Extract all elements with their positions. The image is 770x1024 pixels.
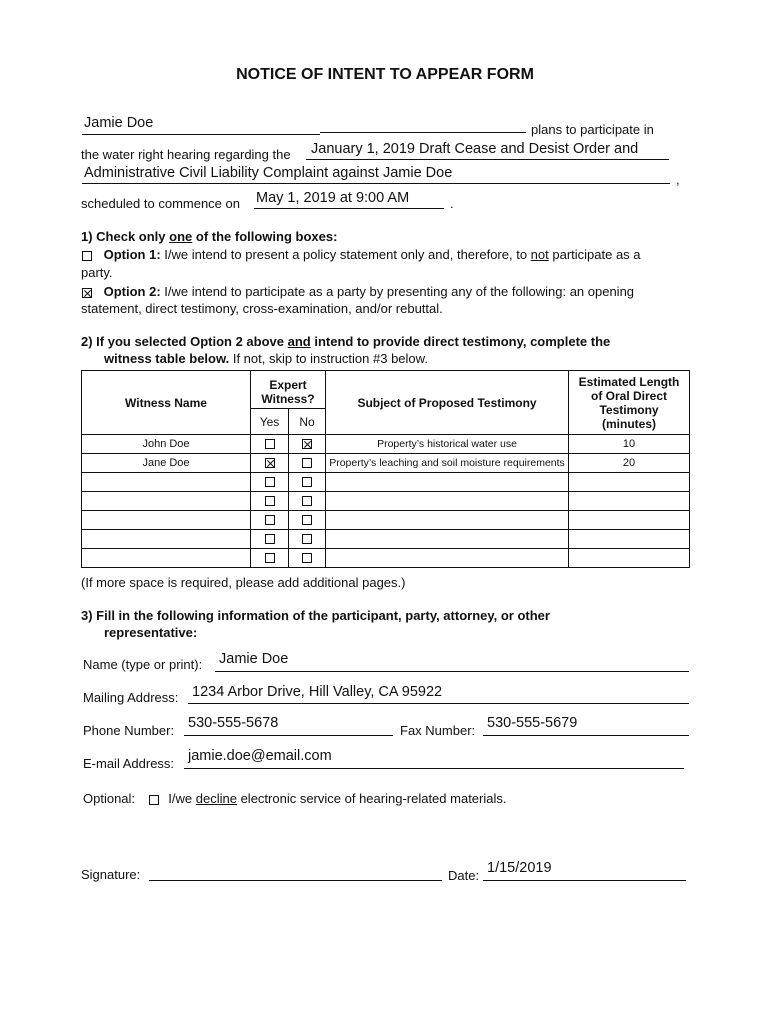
expert-no-checkbox[interactable] xyxy=(302,458,312,468)
phone-field[interactable]: 530-555-5678 xyxy=(188,715,279,731)
expert-no-cell xyxy=(289,435,326,454)
hearing-subject-line2[interactable]: Administrative Civil Liability Complaint against Jamie Doe xyxy=(84,165,453,181)
section2-heading-line2: witness table below. If not, skip to instruction #3 below. xyxy=(104,351,428,366)
section3-heading-line2: representative: xyxy=(104,625,198,640)
subject-cell[interactable] xyxy=(326,549,569,568)
address-label: Mailing Address: xyxy=(83,690,179,705)
subject-cell[interactable] xyxy=(326,492,569,511)
minutes-cell[interactable]: 10 xyxy=(569,435,690,454)
expert-yes-checkbox[interactable] xyxy=(265,515,275,525)
optional-label: Optional: xyxy=(83,791,136,806)
hearing-subject-line1[interactable]: January 1, 2019 Draft Cease and Desist Order and xyxy=(311,141,639,157)
optional-row: Optional: I/we decline electronic service of hearing-related materials. xyxy=(83,791,507,806)
expert-no-checkbox[interactable] xyxy=(302,496,312,506)
expert-yes-cell xyxy=(251,530,289,549)
expert-yes-checkbox[interactable] xyxy=(265,496,275,506)
scheduled-text: scheduled to commence on xyxy=(81,196,240,211)
col-no: No xyxy=(289,409,326,435)
option1-row: Option 1: I/we intend to present a policy statement only and, therefore, to not participate as a xyxy=(82,247,641,262)
option1-label: Option 1: xyxy=(103,247,161,262)
expert-yes-cell xyxy=(251,454,289,473)
table-row xyxy=(82,492,690,511)
witness-name-cell[interactable] xyxy=(82,473,251,492)
phone-label: Phone Number: xyxy=(83,723,175,738)
expert-yes-checkbox[interactable] xyxy=(265,477,275,487)
option2-checkbox[interactable] xyxy=(82,288,92,298)
email-label: E-mail Address: xyxy=(83,756,175,771)
expert-no-cell xyxy=(289,492,326,511)
expert-yes-checkbox[interactable] xyxy=(265,534,275,544)
table-footnote: (If more space is required, please add additional pages.) xyxy=(81,575,406,590)
participant-name-field[interactable]: Jamie Doe xyxy=(84,115,154,131)
subject-cell[interactable] xyxy=(326,473,569,492)
expert-yes-cell xyxy=(251,511,289,530)
expert-no-checkbox[interactable] xyxy=(302,515,312,525)
fax-field[interactable]: 530-555-5679 xyxy=(487,715,578,731)
expert-no-cell xyxy=(289,473,326,492)
scheduled-date-field[interactable]: May 1, 2019 at 9:00 AM xyxy=(256,190,410,206)
expert-yes-checkbox[interactable] xyxy=(265,439,275,449)
section2-heading: 2) If you selected Option 2 above and intend to provide direct testimony, complete the xyxy=(81,334,611,349)
phone-underline xyxy=(184,735,393,736)
col-expert-witness: Expert Witness? xyxy=(251,371,326,409)
scheduled-date-underline xyxy=(254,208,444,209)
expert-yes-checkbox[interactable] xyxy=(265,553,275,563)
date-underline xyxy=(483,880,686,881)
period: . xyxy=(450,196,454,211)
minutes-cell[interactable] xyxy=(569,530,690,549)
option1-checkbox[interactable] xyxy=(82,251,92,261)
col-subject: Subject of Proposed Testimony xyxy=(326,371,569,435)
option2-text-line2: statement, direct testimony, cross-examination, and/or rebuttal. xyxy=(81,301,443,316)
hearing-text: the water right hearing regarding the xyxy=(81,147,291,162)
witness-name-cell[interactable] xyxy=(82,530,251,549)
expert-no-checkbox[interactable] xyxy=(302,553,312,563)
expert-yes-cell xyxy=(251,492,289,511)
expert-yes-cell xyxy=(251,473,289,492)
col-length: Estimated Length of Oral Direct Testimony (minutes) xyxy=(569,371,690,435)
col-yes: Yes xyxy=(251,409,289,435)
expert-yes-checkbox[interactable] xyxy=(265,458,275,468)
name-field[interactable]: Jamie Doe xyxy=(219,651,289,667)
table-row xyxy=(82,454,690,473)
expert-no-cell xyxy=(289,530,326,549)
subject-cell[interactable]: Property’s leaching and soil moisture requirements xyxy=(326,454,569,473)
address-field[interactable]: 1234 Arbor Drive, Hill Valley, CA 95922 xyxy=(192,684,443,700)
email-field[interactable]: jamie.doe@email.com xyxy=(188,748,332,764)
table-row xyxy=(82,473,690,492)
expert-no-cell xyxy=(289,454,326,473)
witness-table xyxy=(81,370,690,568)
signature-line[interactable] xyxy=(149,880,442,881)
option2-label: Option 2: xyxy=(103,284,161,299)
minutes-cell[interactable] xyxy=(569,492,690,511)
participant-name-underline xyxy=(82,134,320,135)
witness-name-cell[interactable]: Jane Doe xyxy=(82,454,251,473)
minutes-cell[interactable] xyxy=(569,549,690,568)
hearing-subject-underline1 xyxy=(306,159,669,160)
subject-cell[interactable] xyxy=(326,530,569,549)
expert-no-checkbox[interactable] xyxy=(302,439,312,449)
email-underline xyxy=(184,768,684,769)
fax-label: Fax Number: xyxy=(400,723,476,738)
signature-label: Signature: xyxy=(81,867,141,882)
subject-cell[interactable] xyxy=(326,511,569,530)
option1-text-line2: party. xyxy=(81,265,113,280)
expert-no-cell xyxy=(289,511,326,530)
hearing-subject-underline2 xyxy=(82,183,670,184)
decline-service-checkbox[interactable] xyxy=(149,795,159,805)
table-row xyxy=(82,549,690,568)
witness-name-cell[interactable] xyxy=(82,511,251,530)
witness-name-cell[interactable] xyxy=(82,549,251,568)
witness-name-cell[interactable] xyxy=(82,492,251,511)
plans-text: plans to participate in xyxy=(531,122,654,137)
section3-heading: 3) Fill in the following information of the participant, party, attorney, or other xyxy=(81,608,550,623)
expert-no-checkbox[interactable] xyxy=(302,534,312,544)
name-underline xyxy=(215,671,689,672)
comma: , xyxy=(676,172,680,187)
participant-name-underline-dashed xyxy=(320,132,526,133)
option2-row: Option 2: I/we intend to participate as a party by presenting any of the following: an opening xyxy=(82,284,634,299)
section1-heading: 1) Check only one of the following boxes: xyxy=(81,229,338,244)
fax-underline xyxy=(483,735,689,736)
expert-no-cell xyxy=(289,549,326,568)
minutes-cell[interactable]: 20 xyxy=(569,454,690,473)
minutes-cell[interactable] xyxy=(569,473,690,492)
date-label: Date: xyxy=(448,868,480,883)
table-row xyxy=(82,530,690,549)
page-title: NOTICE OF INTENT TO APPEAR FORM xyxy=(236,66,534,83)
expert-no-checkbox[interactable] xyxy=(302,477,312,487)
minutes-cell[interactable] xyxy=(569,511,690,530)
subject-cell[interactable]: Property’s historical water use xyxy=(326,435,569,454)
table-row xyxy=(82,435,690,454)
col-witness-name: Witness Name xyxy=(82,371,251,435)
table-row xyxy=(82,511,690,530)
expert-yes-cell xyxy=(251,549,289,568)
witness-name-cell[interactable]: John Doe xyxy=(82,435,251,454)
address-underline xyxy=(188,703,689,704)
date-field[interactable]: 1/15/2019 xyxy=(487,860,552,876)
expert-yes-cell xyxy=(251,435,289,454)
name-label: Name (type or print): xyxy=(83,657,203,672)
